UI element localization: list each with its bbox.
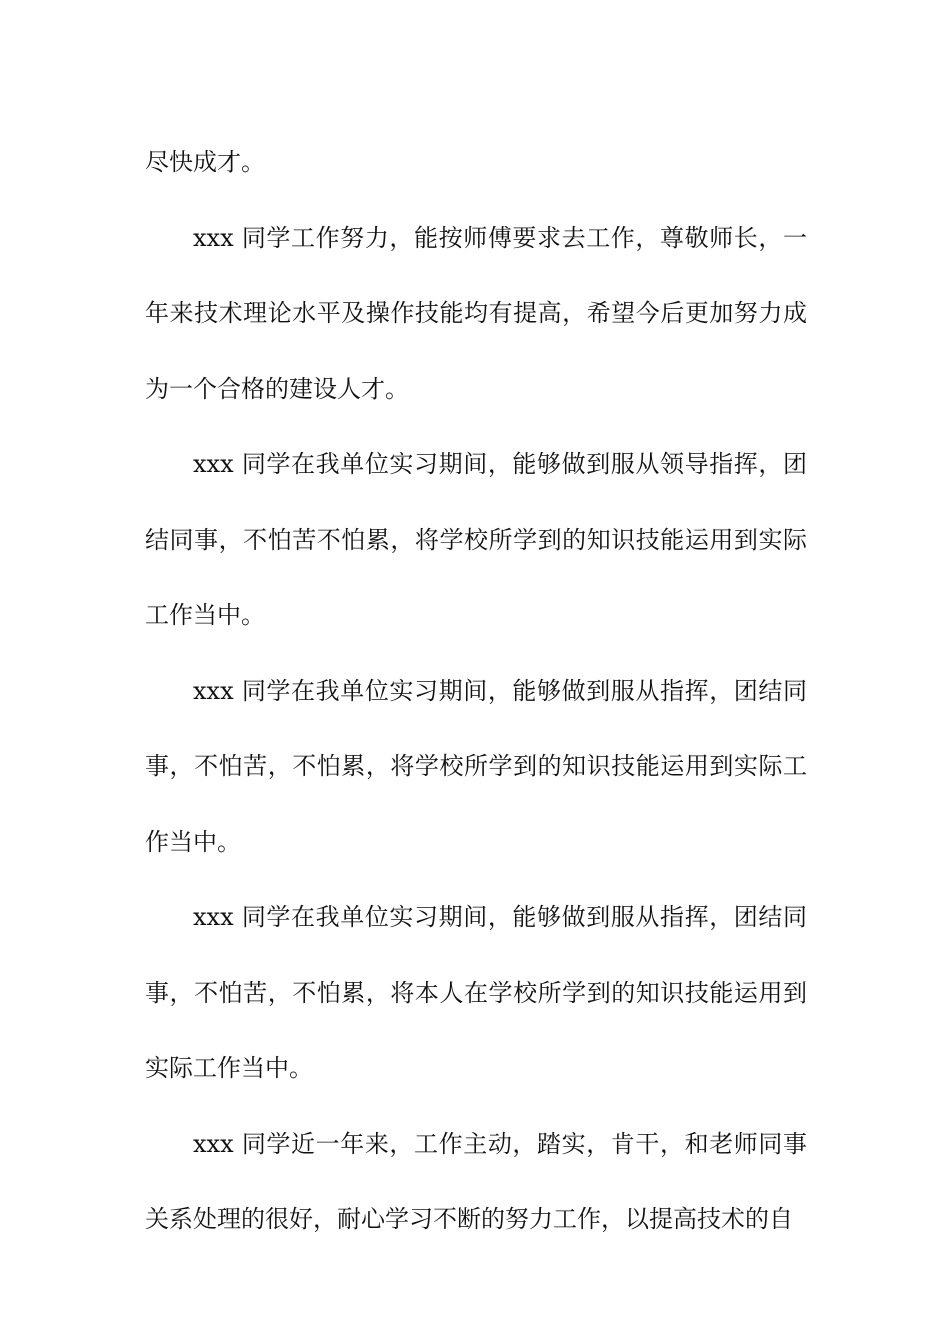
paragraph-5: xxx 同学在我单位实习期间，能够做到服从指挥，团结同事，不怕苦，不怕累，将本人在学校所学到的知识技能运用到实际工作当中。 — [145, 903, 807, 1082]
paragraph-1: 尽快成才。 — [145, 148, 265, 176]
paragraph-3: xxx 同学在我单位实习期间，能够做到服从领导指挥，团结同事，不怕苦不怕累，将学校所学到的知识技能运用到实际工作当中。 — [145, 450, 807, 629]
paragraph-2: xxx 同学工作努力，能按师傅要求去工作，尊敬师长，一年来技术理论水平及操作技能均有提高，希望今后更加努力成为一个合格的建设人才。 — [145, 223, 807, 403]
paragraph-4: xxx 同学在我单位实习期间，能够做到服从指挥，团结同事，不怕苦，不怕累，将学校所学到的知识技能运用到实际工作当中。 — [145, 676, 807, 856]
paragraph-6: xxx 同学近一年来，工作主动，踏实，肯干，和老师同事关系处理的很好，耐心学习不断的努力工作，以提高技术的自 — [145, 1129, 807, 1233]
document-body — [145, 125, 807, 1258]
